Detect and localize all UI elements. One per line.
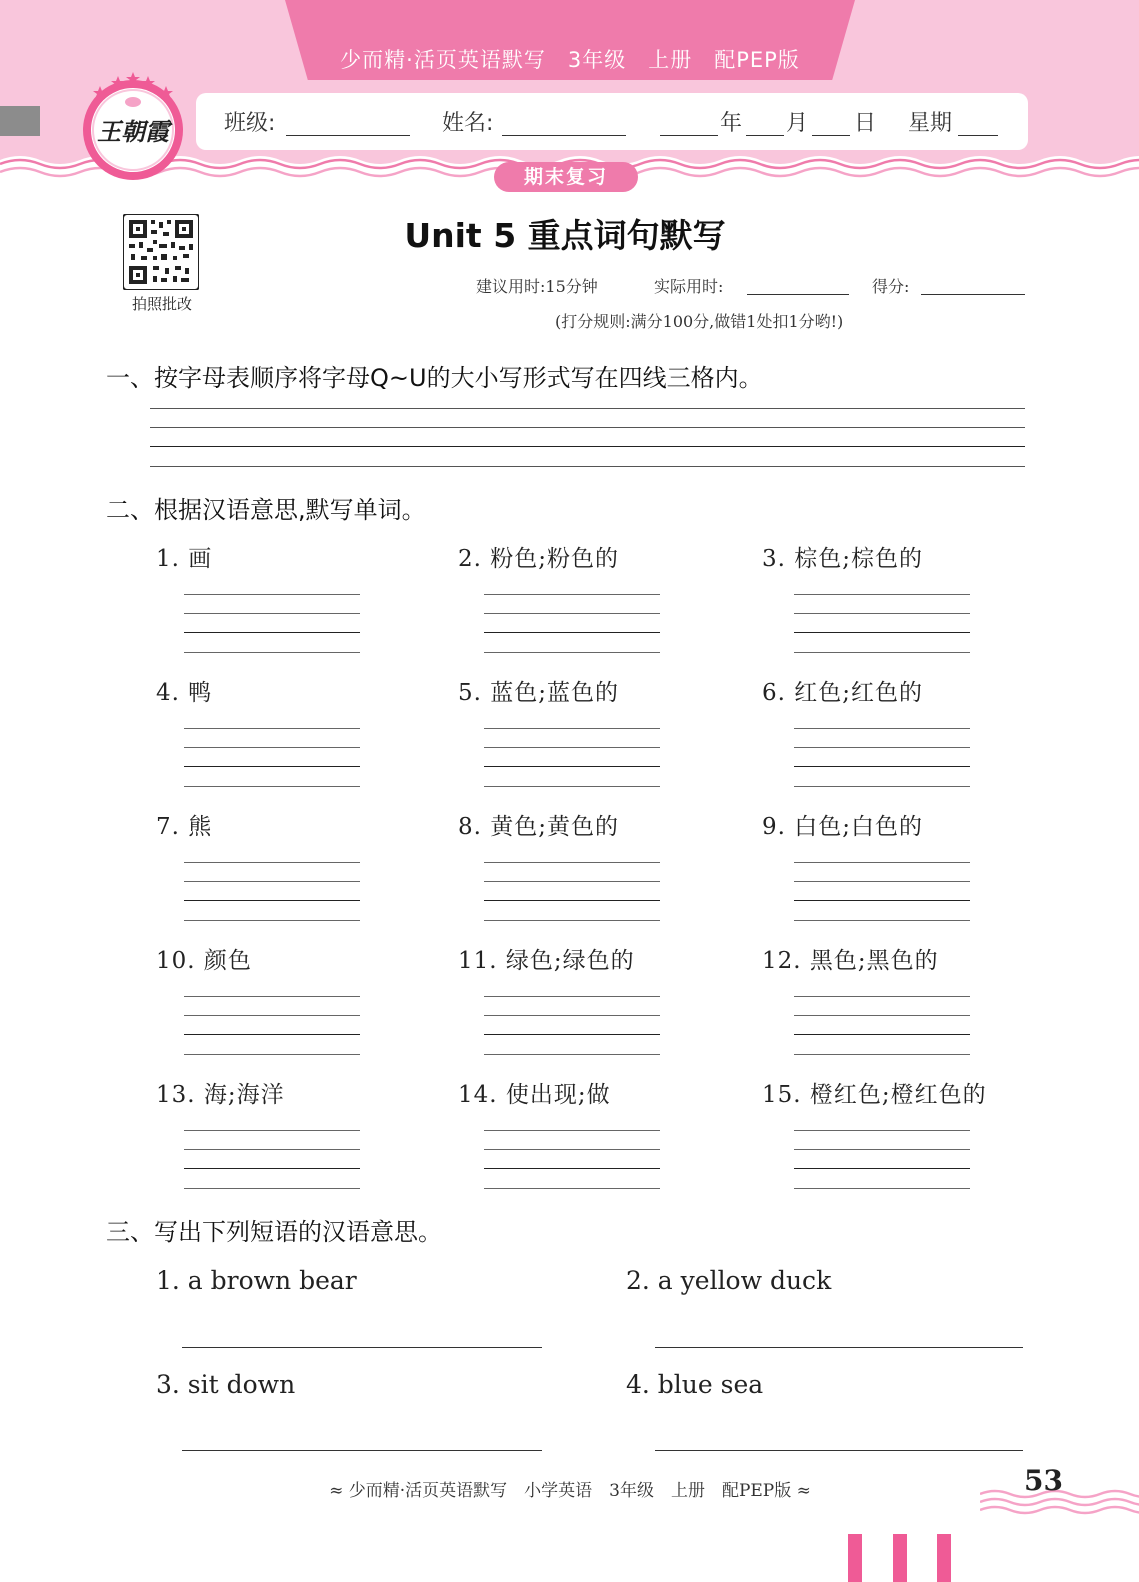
writing-line <box>184 786 360 787</box>
writing-line <box>484 613 660 614</box>
writing-line <box>184 1034 360 1035</box>
writing-line <box>484 1034 660 1035</box>
word-answer-grid[interactable] <box>484 728 660 790</box>
footer-bar-decoration <box>848 1534 862 1582</box>
word-prompt: 7. 熊 <box>156 814 213 840</box>
phrase-item: 3. sit down <box>156 1370 296 1399</box>
phrase-item: 4. blue sea <box>626 1370 764 1399</box>
writing-line <box>184 632 360 633</box>
writing-line <box>484 594 660 595</box>
student-info-box <box>196 93 1028 150</box>
writing-line <box>184 1054 360 1055</box>
writing-line <box>794 1054 970 1055</box>
writing-line <box>484 1188 660 1189</box>
writing-line <box>794 652 970 653</box>
writing-line <box>794 1168 970 1169</box>
word-answer-grid[interactable] <box>794 862 970 924</box>
class-label: 班级: <box>224 111 276 136</box>
phrase-answer-line[interactable] <box>182 1450 542 1451</box>
writing-line <box>794 1130 970 1131</box>
weekday-field[interactable] <box>958 135 998 136</box>
writing-line <box>184 1015 360 1016</box>
day-label: 日 <box>854 111 877 136</box>
writing-line <box>184 996 360 997</box>
writing-line <box>794 920 970 921</box>
writing-line <box>484 862 660 863</box>
writing-line <box>794 594 970 595</box>
word-answer-grid[interactable] <box>794 996 970 1058</box>
writing-line <box>794 766 970 767</box>
year-field[interactable] <box>660 135 718 136</box>
word-answer-grid[interactable] <box>184 594 360 656</box>
scoring-rule: (打分规则:满分100分,做错1处扣1分哟!) <box>555 312 844 331</box>
writing-line <box>484 1168 660 1169</box>
class-field[interactable] <box>286 135 410 136</box>
writing-line <box>484 766 660 767</box>
actual-time-field[interactable] <box>747 294 849 295</box>
writing-line <box>484 632 660 633</box>
writing-line <box>484 1054 660 1055</box>
word-answer-grid[interactable] <box>794 728 970 790</box>
brand-logo-text: 王朝霞 <box>97 117 169 146</box>
four-line-grid[interactable] <box>150 408 1025 470</box>
writing-line <box>794 881 970 882</box>
actual-time-label: 实际用时: <box>654 277 724 296</box>
word-prompt: 3. 棕色;棕色的 <box>762 546 924 572</box>
word-answer-grid[interactable] <box>484 594 660 656</box>
word-answer-grid[interactable] <box>484 1130 660 1192</box>
score-label: 得分: <box>872 277 910 296</box>
writing-line <box>484 881 660 882</box>
weekday-label: 星期 <box>908 111 953 136</box>
footer-bar-decoration <box>937 1534 951 1582</box>
writing-line <box>794 1034 970 1035</box>
writing-line <box>184 1149 360 1150</box>
writing-line <box>794 786 970 787</box>
word-prompt: 4. 鸭 <box>156 680 213 706</box>
writing-line <box>484 920 660 921</box>
series-title: 少而精·活页英语默写 3年级 上册 配PEP版 <box>340 48 800 72</box>
phrase-item: 2. a yellow duck <box>626 1266 832 1295</box>
word-prompt: 10. 颜色 <box>156 948 252 974</box>
writing-line <box>794 613 970 614</box>
writing-line <box>184 1130 360 1131</box>
writing-line <box>484 728 660 729</box>
writing-line <box>484 786 660 787</box>
phrase-answer-line[interactable] <box>655 1347 1023 1348</box>
month-label: 月 <box>786 111 809 136</box>
writing-line <box>484 1130 660 1131</box>
page-title: Unit 5 重点词句默写 <box>404 216 726 255</box>
writing-line <box>184 1188 360 1189</box>
writing-line <box>484 747 660 748</box>
writing-line <box>794 1188 970 1189</box>
word-answer-grid[interactable] <box>484 996 660 1058</box>
word-prompt: 13. 海;海洋 <box>156 1082 285 1108</box>
word-prompt: 5. 蓝色;蓝色的 <box>458 680 620 706</box>
footer-bar-decoration <box>893 1534 907 1582</box>
word-answer-grid[interactable] <box>184 862 360 924</box>
word-prompt: 1. 画 <box>156 546 213 572</box>
word-answer-grid[interactable] <box>184 728 360 790</box>
word-prompt: 6. 红色;红色的 <box>762 680 924 706</box>
writing-line <box>184 613 360 614</box>
day-field[interactable] <box>812 135 850 136</box>
name-label: 姓名: <box>442 111 494 136</box>
month-field[interactable] <box>746 135 784 136</box>
writing-line <box>184 728 360 729</box>
writing-line <box>794 1015 970 1016</box>
writing-line <box>184 881 360 882</box>
writing-line <box>794 632 970 633</box>
suggested-time: 建议用时:15分钟 <box>476 277 598 296</box>
section-2-heading: 二、根据汉语意思,默写单词。 <box>106 496 426 524</box>
phrase-answer-line[interactable] <box>655 1450 1023 1451</box>
page-number: 53 <box>1024 1464 1063 1497</box>
writing-line <box>484 1015 660 1016</box>
phrase-item: 1. a brown bear <box>156 1266 357 1295</box>
word-prompt: 8. 黄色;黄色的 <box>458 814 620 840</box>
qr-code-icon[interactable] <box>123 214 199 290</box>
word-prompt: 14. 使出现;做 <box>458 1082 611 1108</box>
word-prompt: 2. 粉色;粉色的 <box>458 546 620 572</box>
writing-line <box>484 900 660 901</box>
writing-line <box>794 900 970 901</box>
writing-line <box>794 862 970 863</box>
footer-text: ≈ 少而精·活页英语默写 小学英语 3年级 上册 配PEP版 ≈ <box>329 1481 811 1501</box>
writing-line <box>184 747 360 748</box>
word-answer-grid[interactable] <box>794 594 970 656</box>
writing-line <box>794 1149 970 1150</box>
qr-code-label: 拍照批改 <box>131 295 192 313</box>
writing-line <box>484 996 660 997</box>
writing-line <box>184 1168 360 1169</box>
writing-line <box>184 920 360 921</box>
word-prompt: 9. 白色;白色的 <box>762 814 924 840</box>
side-marker <box>0 106 40 136</box>
section-1-heading: 一、按字母表顺序将字母Q~U的大小写形式写在四线三格内。 <box>106 364 763 392</box>
writing-line <box>184 766 360 767</box>
word-answer-grid[interactable] <box>794 1130 970 1192</box>
word-prompt: 11. 绿色;绿色的 <box>458 948 635 974</box>
section-pill: 期末复习 <box>494 162 638 192</box>
writing-line <box>184 862 360 863</box>
section-3-heading: 三、写出下列短语的汉语意思。 <box>106 1218 442 1246</box>
year-label: 年 <box>720 111 743 136</box>
writing-line <box>184 594 360 595</box>
word-prompt: 12. 黑色;黑色的 <box>762 948 939 974</box>
writing-line <box>794 728 970 729</box>
word-answer-grid[interactable] <box>484 862 660 924</box>
word-answer-grid[interactable] <box>184 996 360 1058</box>
writing-line <box>794 996 970 997</box>
writing-line <box>484 652 660 653</box>
word-answer-grid[interactable] <box>184 1130 360 1192</box>
writing-line <box>794 747 970 748</box>
word-prompt: 15. 橙红色;橙红色的 <box>762 1082 987 1108</box>
writing-line <box>184 900 360 901</box>
phrase-answer-line[interactable] <box>182 1347 542 1348</box>
name-field[interactable] <box>502 135 626 136</box>
score-field[interactable] <box>921 294 1025 295</box>
writing-line <box>184 652 360 653</box>
writing-line <box>484 1149 660 1150</box>
